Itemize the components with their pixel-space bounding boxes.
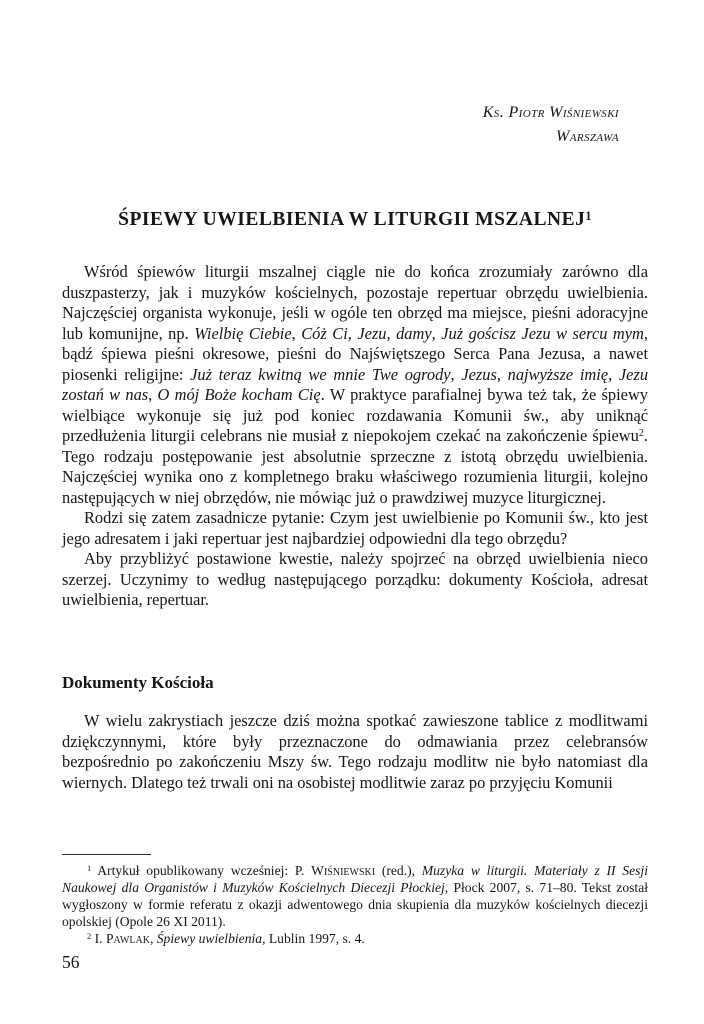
- footnote-separator: [62, 854, 151, 855]
- article-title: [62, 209, 648, 231]
- article-title-text: ŚPIEWY UWIELBIENIA W LITURGII MSZALNEJ: [118, 209, 586, 231]
- section-dokumenty-kosciola: [62, 673, 648, 793]
- footnotes-block: [62, 854, 648, 947]
- author-block: [483, 101, 619, 149]
- page-number: 56: [62, 952, 80, 972]
- title-footnote-ref: 1: [585, 208, 592, 223]
- paragraph-3: Aby przybliżyć postawione kwestie, należy spojrzeć na obrzęd uwielbienia nieco szerzej. Uczynimy to według następującego porządku: dokumenty Kościoła, adresat uwielbienia, repertuar.: [62, 549, 648, 609]
- author-name: Ks. Piotr Wiśniewski: [482, 104, 619, 121]
- author-city: Warszawa: [555, 128, 619, 145]
- footnote-1-ref: 1: [87, 863, 92, 874]
- paragraph-1: Wśród śpiewów liturgii mszalnej ciągle nie do końca zrozumiały zarówno dla duszpasterzy, jak i muzyków kościelnych, pozostaje repertuar obrzędu uwielbienia. Najczęściej organista wykonuje, jeśli w ogóle ten obrzęd ma miejsce, pieśni adoracyjne lub komunijne, np. Wielbię Ciebie, Cóż Ci, Jezu, damy, Już gościsz Jezu w sercu mym, bądź śpiewa pieśni okresowe, pieśni do Najświętszego Serca Pana Jezusa, a nawet piosenki religijne: Już teraz kwitną we mnie Twe ogrody, Jezus, najwyższe imię, Jezu zostań w nas, O mój Boże kocham Cię. W praktyce parafialnej bywa też tak, że śpiewy wielbiące wykonuje się już pod koniec rozdawania Komunii św., aby uniknąć przedłużenia liturgii celebrans nie musiał z niepokojem czekać na zakończenie śpiewu$^2$. Tego rodzaju postępowanie jest absolutnie sprzeczne z istotą obrzędu uwielbienia. Najczęściej wynika ono z kompletnego braku właściwego rozumienia liturgii, kolejno następujących w niej obrzędów, nie mówiąc już o prawdziwej muzyce liturgicznej.: [62, 262, 649, 507]
- footnote-2: [62, 930, 648, 947]
- footnote-2-ref: 2: [87, 931, 92, 942]
- section-paragraph-1: W wielu zakrystiach jeszcze dziś można spotkać zawieszone tablice z modlitwami dziękczynnymi, które były przeznaczone do odmawiania przez celebransów bezpośrednio po zakończeniu Mszy św. Tego rodzaju modlitw nie było natomiast dla wiernych. Dlatego też trwali oni na osobistej modlitwie zaraz po przyjęciu Komunii: [62, 711, 648, 792]
- footnote-1-text: Artykuł opublikowany wcześniej: P. Wiśniewski (red.), Muzyka w liturgii. Materiały z II Sesji Naukowej dla Organistów i Muzyków Kościelnych Diecezji Płockiej, Płock 2007, s. 71–80. Tekst został wygłoszony w formie referatu z okazji adwentowego dnia skupienia dla muzyków kościelnych diecezji opolskiej (Opole 26 XI 2011).: [62, 863, 649, 929]
- footnote-2-text: I. Pawlak, Śpiewy uwielbienia, Lublin 1997, s. 4.: [91, 931, 365, 946]
- paragraph-2: Rodzi się zatem zasadnicze pytanie: Czym jest uwielbienie po Komunii św., kto jest jego adresatem i jaki repertuar jest najbardziej odpowiedni dla tego obrzędu?: [62, 508, 648, 548]
- body-text: [62, 262, 648, 611]
- section-heading: Dokumenty Kościoła: [62, 673, 214, 692]
- footnote-1: [62, 862, 648, 930]
